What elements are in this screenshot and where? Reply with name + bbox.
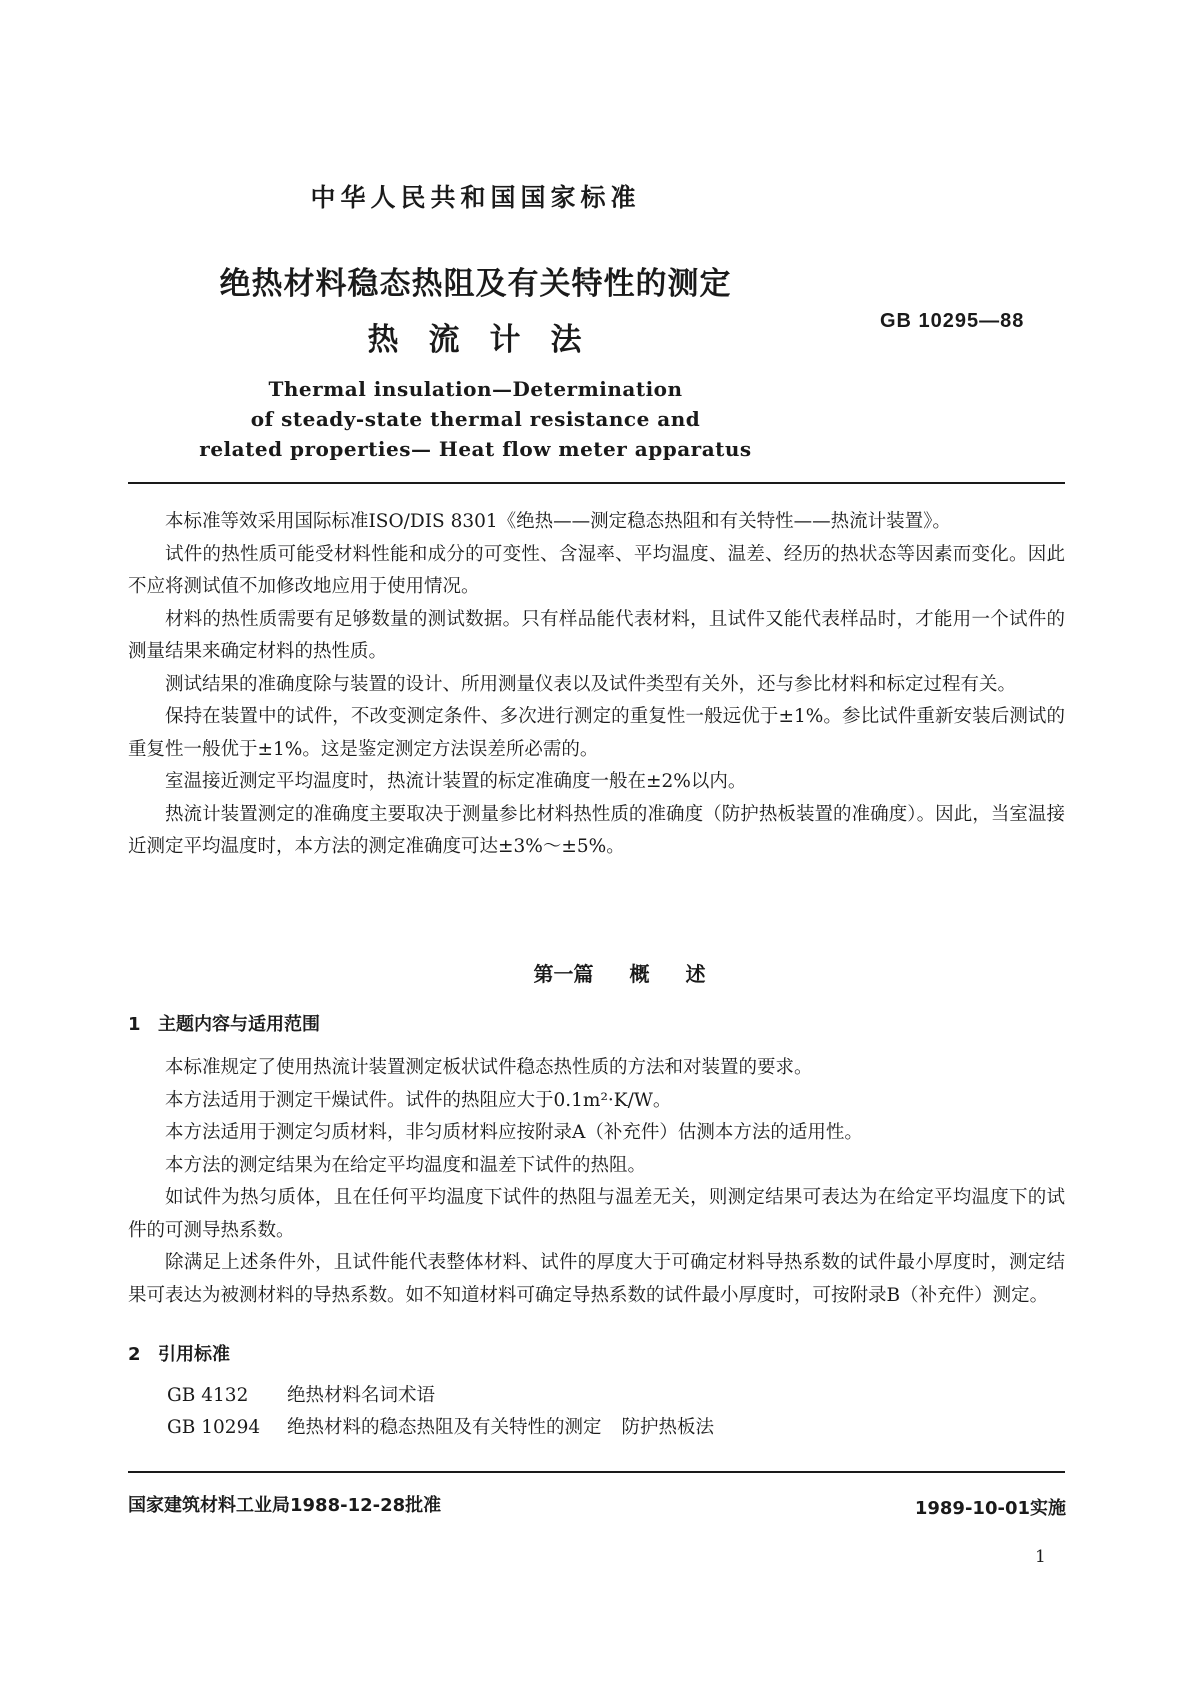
- reference-title: 绝热材料名词术语: [287, 1385, 436, 1406]
- foreword-paragraph: 室温接近测定平均温度时，热流计装置的标定准确度一般在±2%以内。: [165, 771, 747, 792]
- section-title: 引用标准: [158, 1344, 230, 1365]
- reference-item: [167, 1380, 1067, 1412]
- foreword-paragraph: 测试结果的准确度除与装置的设计、所用测量仪表以及试件类型有关外，还与参比材料和标定过程有关。: [165, 673, 1017, 695]
- document-title-en: [0, 374, 1191, 464]
- section-paragraph: 本方法的测定结果为在给定平均温度和温差下试件的热阻。: [165, 1154, 647, 1176]
- foreword-paragraph: 热流计装置测定的准确度主要取决于测量参比材料热性质的准确度（防护热板装置的准确度）。因此，当室温接近测定平均温度时，本方法的测定准确度可达±3%～±5%。: [128, 803, 1065, 857]
- effective-date: 1989-10-01实施: [914, 1498, 1066, 1519]
- title-en-line: of steady-state thermal resistance and: [250, 407, 701, 431]
- reference-suffix: 防护热板法: [621, 1417, 715, 1438]
- section-heading-2: [128, 1340, 230, 1366]
- section-title: 主题内容与适用范围: [158, 1014, 320, 1035]
- foreword: [128, 506, 1065, 864]
- part-title-char: 述: [685, 962, 706, 986]
- foreword-paragraph: 试件的热性质可能受材料性能和成分的可变性、含湿率、平均温度、温差、经历的热状态等因素而变化。因此不应将测试值不加修改地应用于使用情况。: [128, 543, 1065, 597]
- document-subtitle-cn: 热流计法: [367, 322, 612, 358]
- header-divider: [128, 482, 1065, 484]
- reference-title: 绝热材料的稳态热阻及有关特性的测定: [287, 1417, 602, 1438]
- reference-code: GB 10294: [167, 1417, 261, 1438]
- reference-item: [167, 1412, 1067, 1444]
- section-paragraph: 本标准规定了使用热流计装置测定板状试件稳态热性质的方法和对装置的要求。: [165, 1057, 813, 1078]
- part-title-char: 概: [629, 962, 650, 986]
- part-label: 第一篇: [533, 962, 594, 986]
- section-paragraph: 本方法适用于测定干燥试件。试件的热阻应大于0.1m²·K/W。: [165, 1089, 672, 1111]
- reference-code: GB 4132: [167, 1385, 249, 1406]
- foreword-paragraph: 保持在装置中的试件，不改变测定条件、多次进行测定的重复性一般远优于±1%。参比试件重新安装后测试的重复性一般优于±1%。这是鉴定测定方法误差所必需的。: [128, 706, 1065, 760]
- section-paragraph: 本方法适用于测定匀质材料，非匀质材料应按附录A（补充件）估测本方法的适用性。: [165, 1122, 863, 1143]
- title-en-line: Thermal insulation—Determination: [268, 377, 683, 401]
- section-number: 2: [128, 1344, 141, 1365]
- national-standard-header: 中华人民共和国国家标准: [310, 183, 641, 212]
- reference-list: [167, 1380, 1067, 1444]
- page-number: 1: [1035, 1547, 1046, 1567]
- foreword-paragraph: 材料的热性质需要有足够数量的测试数据。只有样品能代表材料，且试件又能代表样品时，才能用一个试件的测量结果来确定材料的热性质。: [128, 608, 1065, 662]
- foreword-paragraph: 本标准等效采用国际标准ISO/DIS 8301《绝热——测定稳态热阻和有关特性——热流计装置》。: [165, 511, 951, 532]
- standard-code: GB 10295—88: [880, 310, 1025, 332]
- approval-note: 国家建筑材料工业局1988-12-28批准: [128, 1495, 442, 1516]
- section-1-body: [128, 1052, 1065, 1312]
- footer-divider: [128, 1471, 1065, 1473]
- section-paragraph: 除满足上述条件外，且试件能代表整体材料、试件的厚度大于可确定材料导热系数的试件最小厚度时，测定结果可表达为被测材料的导热系数。如不知道材料可确定导热系数的试件最小厚度时，可按附录B（补充件）测定。: [128, 1252, 1065, 1306]
- title-en-line: related properties— Heat flow meter apparatus: [199, 437, 752, 461]
- section-heading-1: [128, 1010, 320, 1036]
- document-title-cn: 绝热材料稳态热阻及有关特性的测定: [219, 266, 732, 302]
- section-number: 1: [128, 1014, 141, 1035]
- part-title: [0, 958, 1191, 987]
- section-paragraph: 如试件为热匀质体，且在任何平均温度下试件的热阻与温差无关，则测定结果可表达为在给定平均温度下的试件的可测导热系数。: [128, 1187, 1065, 1241]
